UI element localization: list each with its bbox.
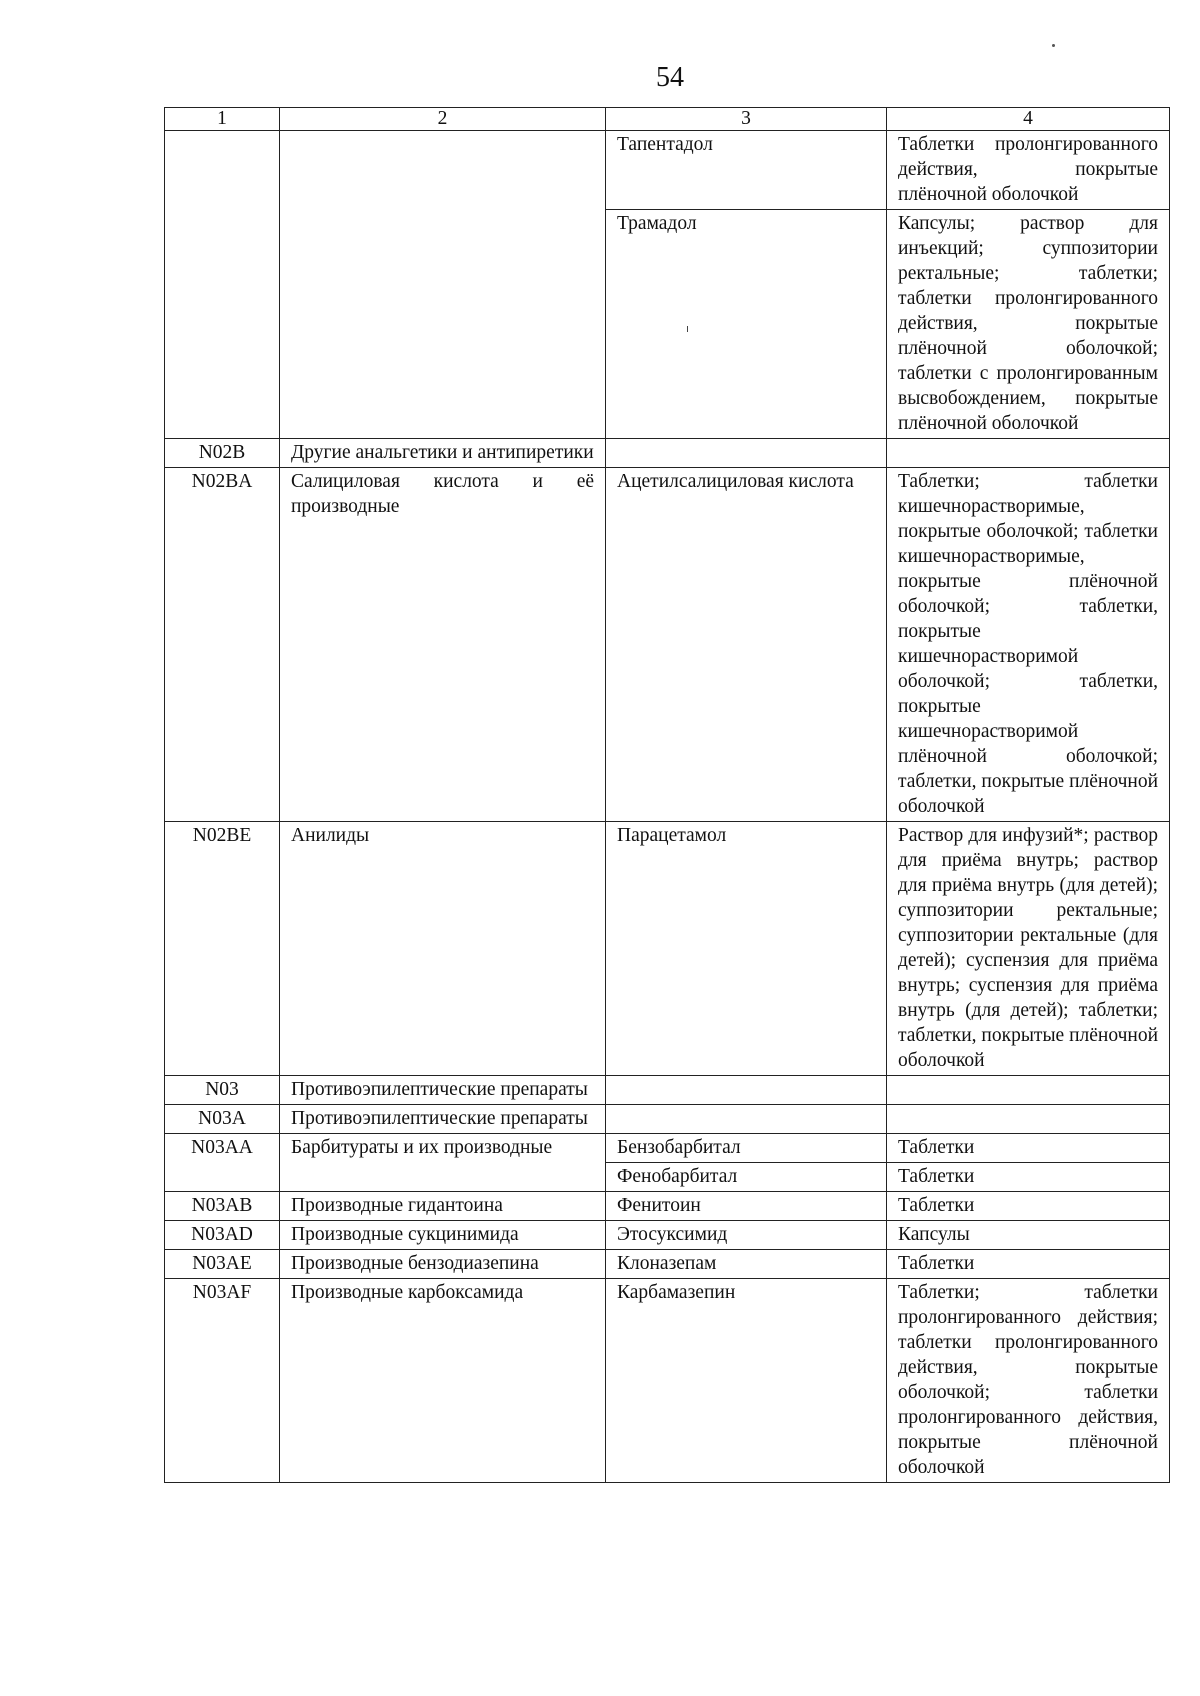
table-row [165, 1134, 1170, 1163]
dosage-forms-cell: Таблетки [887, 1192, 1170, 1221]
drug-name-cell: Карбамазепин [606, 1279, 887, 1483]
dosage-forms-cell: Таблетки [887, 1250, 1170, 1279]
group-name-cell: Анилиды [280, 822, 606, 1076]
group-name-cell: Производные бензодиазепина [280, 1250, 606, 1279]
atc-code-cell: N03AB [165, 1192, 280, 1221]
dosage-forms-cell: Таблетки; таблетки пролонгированного действия; таблетки пролонгированного действия, покрытые оболочкой; таблетки пролонгированного действия, покрытые плёночной оболочкой [887, 1279, 1170, 1483]
table-row [165, 131, 1170, 210]
drug-name-cell: Ацетилсалициловая кислота [606, 468, 887, 822]
dosage-forms-cell [887, 439, 1170, 468]
group-name-cell: Производные гидантоина [280, 1192, 606, 1221]
dosage-forms-cell: Капсулы [887, 1221, 1170, 1250]
drug-name-cell: Бензобарбитал [606, 1134, 887, 1163]
table-row [165, 1192, 1170, 1221]
atc-code-cell: N02B [165, 439, 280, 468]
drug-name-cell: Клоназепам [606, 1250, 887, 1279]
drug-name-cell: Тапентадол [606, 131, 887, 210]
atc-code-cell: N02BA [165, 468, 280, 822]
group-name-cell: Другие анальгетики и антипиретики [280, 439, 606, 468]
dosage-forms-cell: Таблетки [887, 1134, 1170, 1163]
atc-code-cell [165, 131, 280, 439]
atc-code-cell: N03AD [165, 1221, 280, 1250]
dosage-forms-cell [887, 1105, 1170, 1134]
group-name-cell: Барбитураты и их производные [280, 1134, 606, 1192]
drug-name-cell [606, 1105, 887, 1134]
table-row [165, 439, 1170, 468]
atc-code-cell: N03AE [165, 1250, 280, 1279]
group-name-cell: Производные сукцинимида [280, 1221, 606, 1250]
drug-name-cell: Этосуксимид [606, 1221, 887, 1250]
drug-name-cell [606, 439, 887, 468]
atc-code-cell: N03AA [165, 1134, 280, 1192]
drug-name-cell: Парацетамол [606, 822, 887, 1076]
dosage-forms-cell: Таблетки; таблетки кишечнорастворимые, покрытые оболочкой; таблетки кишечнорастворимые, покрытые плёночной оболочкой; таблетки, покрытые кишечнорастворимой оболочкой; таблетки, покрытые кишечнорастворимой плёночной оболочкой; таблетки, покрытые плёночной оболочкой [887, 468, 1170, 822]
table-header-row [165, 108, 1170, 131]
atc-code-cell: N03 [165, 1076, 280, 1105]
atc-code-cell: N03A [165, 1105, 280, 1134]
drug-name-cell: Трамадол [606, 210, 887, 439]
dosage-forms-cell: Капсулы; раствор для инъекций; суппозитории ректальные; таблетки; таблетки пролонгированного действия, покрытые плёночной оболочкой; таблетки с пролонгированным высвобождением, покрытые плёночной оболочкой [887, 210, 1170, 439]
table-row [165, 822, 1170, 1076]
group-name-cell: Противоэпилептические препараты [280, 1105, 606, 1134]
table-row [165, 1250, 1170, 1279]
table-row [165, 1221, 1170, 1250]
table-row [165, 1076, 1170, 1105]
header-col-3: 3 [606, 108, 887, 131]
dosage-forms-cell: Таблетки [887, 1163, 1170, 1192]
table-row [165, 1105, 1170, 1134]
dosage-forms-cell: Таблетки пролонгированного действия, покрытые плёночной оболочкой [887, 131, 1170, 210]
drug-name-cell: Фенобарбитал [606, 1163, 887, 1192]
header-col-1: 1 [165, 108, 280, 131]
drug-name-cell: Фенитоин [606, 1192, 887, 1221]
group-name-cell: Салициловая кислота и её производные [280, 468, 606, 822]
table-row [165, 1279, 1170, 1483]
atc-code-cell: N03AF [165, 1279, 280, 1483]
atc-code-cell: N02BE [165, 822, 280, 1076]
drug-name-cell [606, 1076, 887, 1105]
dosage-forms-cell: Раствор для инфузий*; раствор для приёма внутрь; раствор для приёма внутрь (для детей); суппозитории ректальные; суппозитории ректальные (для детей); суспензия для приёма внутрь; суспензия для приёма внутрь (для детей); таблетки; таблетки, покрытые плёночной оболочкой [887, 822, 1170, 1076]
group-name-cell: Производные карбоксамида [280, 1279, 606, 1483]
group-name-cell [280, 131, 606, 439]
scan-speck [1052, 44, 1055, 47]
group-name-cell: Противоэпилептические препараты [280, 1076, 606, 1105]
dosage-forms-cell [887, 1076, 1170, 1105]
page-number: 54 [656, 62, 684, 93]
header-col-4: 4 [887, 108, 1170, 131]
medication-table [164, 107, 1170, 1483]
header-col-2: 2 [280, 108, 606, 131]
table-row [165, 468, 1170, 822]
